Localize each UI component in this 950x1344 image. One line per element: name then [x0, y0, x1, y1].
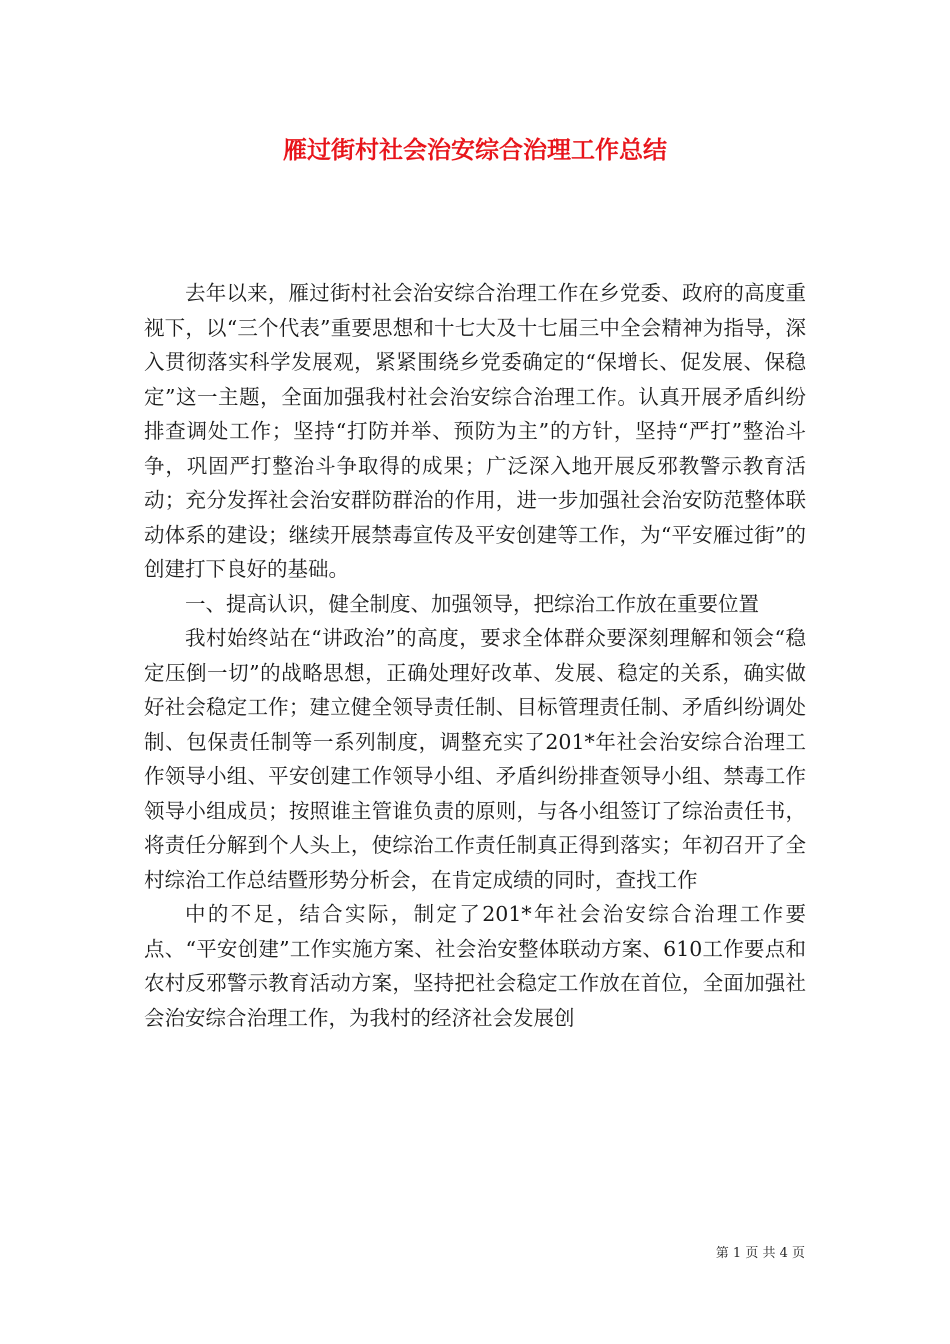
page-number: 第 1 页 共 4 页	[715, 1246, 805, 1261]
paragraph-intro: 去年以来，雁过街村社会治安综合治理工作在乡党委、政府的高度重视下，以“三个代表”重要思想和十七大及十七届三中全会精神为指导，深入贯彻落实科学发展观，紧紧围绕乡党委确定的“保增长、促发展、保稳定”这一主题，全面加强我村社会治安综合治理工作。认真开展矛盾纠纷排查调处工作；坚持“打防并举、预防为主”的方针，坚持“严打”整治斗争，巩固严打整治斗争取得的成果；广泛深入地开展反邪教警示教育活动；充分发挥社会治安群防群治的作用，进一步加强社会治安防范整体联动体系的建设；继续开展禁毒宣传及平安创建等工作，为“平安雁过街”的创建打下良好的基础。	[144, 281, 806, 581]
paragraph-section-1: 我村始终站在“讲政治”的高度，要求全体群众要深刻理解和领会“稳定压倒一切”的战略思想，正确处理好改革、发展、稳定的关系，确实做好社会稳定工作；建立健全领导责任制、目标管理责任制、矛盾纠纷调处制、包保责任制等一系列制度，调整充实了201*年社会治安综合治理工作领导小组、平安创建工作领导小组、矛盾纠纷排查领导小组、禁毒工作领导小组成员；按照谁主管谁负责的原则，与各小组签订了综治责任书，将责任分解到个人头上，使综治工作责任制真正得到落实；年初召开了全村综治工作总结暨形势分析会，在肯定成绩的同时，查找工作	[144, 626, 806, 892]
paragraph-continuation: 中的不足，结合实际，制定了201*年社会治安综合治理工作要点、“平安创建”工作实施方案、社会治安整体联动方案、610工作要点和农村反邪警示教育活动方案，坚持把社会稳定工作放在首位，全面加强社会治安综合治理工作，为我村的经济社会发展创	[144, 902, 806, 1030]
document-body	[144, 276, 806, 1035]
document-title: 雁过街村社会治安综合治理工作总结	[283, 135, 667, 164]
section-heading-1: 一、提高认识，健全制度、加强领导，把综治工作放在重要位置	[185, 591, 759, 616]
